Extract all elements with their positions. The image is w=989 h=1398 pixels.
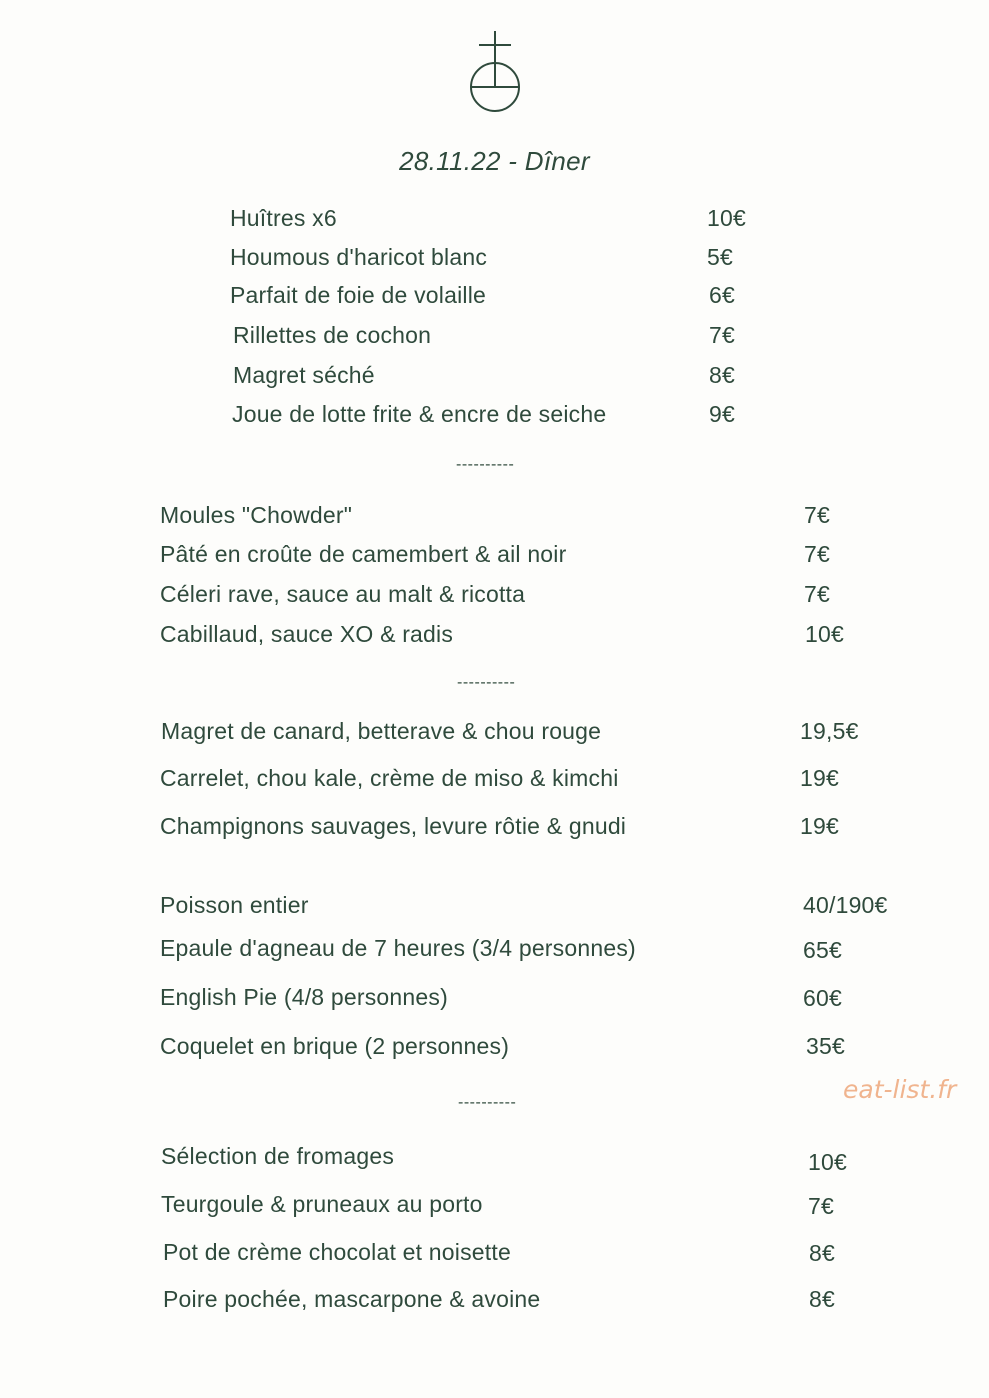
menu-item-name: Pot de crème chocolat et noisette bbox=[163, 1239, 511, 1265]
menu-item-price: 9€ bbox=[709, 401, 735, 427]
menu-item-price: 65€ bbox=[803, 937, 842, 963]
menu-item-name: Magret séché bbox=[233, 362, 375, 388]
watermark: eat-list.fr bbox=[843, 1075, 957, 1104]
menu-item-name: Poisson entier bbox=[160, 892, 309, 918]
cross-orb-icon bbox=[466, 30, 524, 112]
menu-item-price: 19€ bbox=[800, 813, 839, 839]
section-divider: ---------- bbox=[458, 1094, 517, 1111]
menu-item-name: Epaule d'agneau de 7 heures (3/4 personnes) bbox=[160, 935, 636, 961]
menu-item-name: Sélection de fromages bbox=[161, 1143, 395, 1169]
menu-item-price: 10€ bbox=[808, 1149, 847, 1175]
menu-item-name: Parfait de foie de volaille bbox=[230, 282, 486, 308]
menu-item-price: 7€ bbox=[804, 502, 830, 528]
menu-item-name: Joue de lotte frite & encre de seiche bbox=[232, 401, 607, 427]
menu-item-price: 7€ bbox=[804, 541, 830, 567]
menu-item-price: 10€ bbox=[707, 205, 746, 231]
menu-item-price: 8€ bbox=[809, 1286, 835, 1312]
menu-item-price: 40/190€ bbox=[803, 892, 888, 918]
menu-item-price: 60€ bbox=[803, 985, 842, 1011]
menu-title: 28.11.22 - Dîner bbox=[399, 146, 590, 176]
menu-item-name: Moules "Chowder" bbox=[160, 502, 353, 528]
menu-item-price: 6€ bbox=[709, 282, 735, 308]
menu-item-name: Huîtres x6 bbox=[230, 205, 337, 231]
menu-item-price: 10€ bbox=[805, 621, 844, 647]
menu-item-price: 8€ bbox=[809, 1240, 835, 1266]
menu-item-name: Pâté en croûte de camembert & ail noir bbox=[160, 541, 567, 567]
menu-item-price: 7€ bbox=[709, 322, 735, 348]
menu-item-name: Carrelet, chou kale, crème de miso & kimchi bbox=[160, 765, 619, 791]
section-divider: ---------- bbox=[456, 456, 515, 473]
menu-item-name: Houmous d'haricot blanc bbox=[230, 244, 488, 270]
menu-item-price: 8€ bbox=[709, 362, 735, 388]
menu-item-name: Coquelet en brique (2 personnes) bbox=[160, 1033, 510, 1059]
menu-item-price: 7€ bbox=[804, 581, 830, 607]
menu-item-price: 7€ bbox=[808, 1193, 834, 1219]
menu-item-name: Poire pochée, mascarpone & avoine bbox=[163, 1286, 541, 1312]
menu-item-price: 35€ bbox=[806, 1033, 845, 1059]
menu-item-name: Champignons sauvages, levure rôtie & gnudi bbox=[160, 813, 627, 839]
section-divider: ---------- bbox=[457, 674, 516, 691]
menu-item-price: 5€ bbox=[707, 244, 733, 270]
menu-item-name: Teurgoule & pruneaux au porto bbox=[161, 1191, 483, 1217]
menu-item-name: English Pie (4/8 personnes) bbox=[160, 984, 448, 1010]
menu-item-name: Céleri rave, sauce au malt & ricotta bbox=[160, 581, 526, 607]
menu-item-price: 19€ bbox=[800, 765, 839, 791]
menu-item-name: Magret de canard, betterave & chou rouge bbox=[161, 718, 602, 744]
menu-item-price: 19,5€ bbox=[800, 718, 859, 744]
menu-item-name: Cabillaud, sauce XO & radis bbox=[160, 621, 454, 647]
menu-item-name: Rillettes de cochon bbox=[233, 322, 432, 348]
